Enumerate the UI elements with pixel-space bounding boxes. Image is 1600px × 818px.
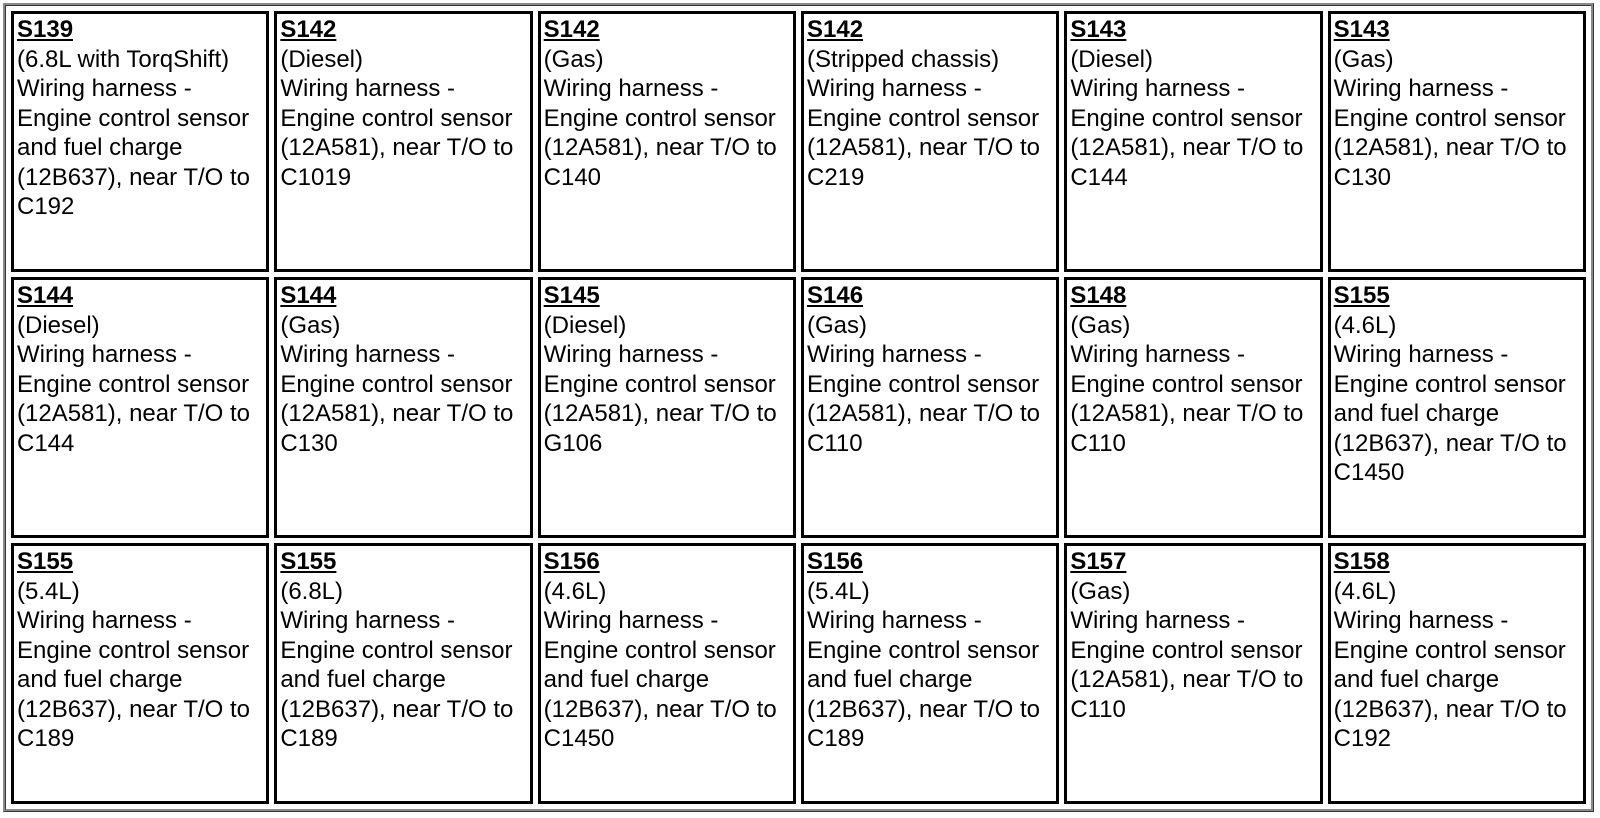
splice-description: Wiring harness - Engine control sensor (12A581), near T/O to C219 [806,75,1040,191]
table-cell [1328,277,1586,538]
splice-id: S142 [280,16,337,43]
table-cell [11,277,269,538]
splice-variant: (Gas) [1070,577,1131,605]
table-cell [538,11,796,272]
splice-variant: (Gas) [1333,45,1394,73]
splice-id: S156 [543,548,600,575]
splice-id: S144 [17,282,74,309]
table-row [11,543,1586,804]
table-cell [274,277,532,538]
splice-id: S145 [543,282,600,309]
table-cell [11,11,269,272]
splice-description: Wiring harness - Engine control sensor and fuel charge (12B637), near T/O to C192 [17,75,251,220]
splice-description: Wiring harness - Engine control sensor and fuel charge (12B637), near T/O to C192 [1333,607,1567,752]
splice-location-table [6,6,1591,809]
splice-id: S157 [1070,548,1127,575]
splice-id: S144 [280,282,337,309]
splice-id: S156 [806,548,864,575]
splice-description: Wiring harness - Engine control sensor (12A581), near T/O to C1019 [280,75,514,191]
splice-variant: (4.6L) [1333,311,1397,339]
splice-description: Wiring harness - Engine control sensor (12A581), near T/O to G106 [543,341,777,457]
splice-description: Wiring harness - Engine control sensor (12A581), near T/O to C110 [1070,341,1304,457]
splice-description: Wiring harness - Engine control sensor and fuel charge (12B637), near T/O to C1450 [543,607,777,752]
table-cell [1064,11,1322,272]
table-cell [11,543,269,804]
splice-description: Wiring harness - Engine control sensor and fuel charge (12B637), near T/O to C189 [280,607,514,752]
table-row [11,277,1586,538]
table-cell [538,543,796,804]
splice-description: Wiring harness - Engine control sensor (12A581), near T/O to C110 [806,341,1040,457]
splice-variant: (4.6L) [543,577,607,605]
splice-id: S139 [17,16,74,43]
splice-description: Wiring harness - Engine control sensor (12A581), near T/O to C144 [1070,75,1304,191]
splice-variant: (5.4L) [806,577,870,605]
table-cell [1328,11,1586,272]
splice-description: Wiring harness - Engine control sensor (12A581), near T/O to C130 [280,341,514,457]
splice-id: S155 [1333,282,1390,309]
splice-id: S155 [17,548,74,575]
splice-description: Wiring harness - Engine control sensor and fuel charge (12B637), near T/O to C1450 [1333,341,1567,486]
splice-variant: (6.8L) [280,577,344,605]
table-cell [801,11,1059,272]
table-cell [274,543,532,804]
splice-variant: (6.8L with TorqShift) [17,45,230,73]
splice-variant: (Gas) [806,311,867,339]
splice-location-table-frame [3,3,1594,812]
splice-variant: (Diesel) [280,45,364,73]
table-cell [1064,277,1322,538]
splice-variant: (Diesel) [17,311,100,339]
table-cell [801,543,1059,804]
table-cell [801,277,1059,538]
splice-id: S143 [1333,16,1390,43]
splice-description: Wiring harness - Engine control sensor (12A581), near T/O to C110 [1070,607,1304,723]
splice-id: S142 [806,16,864,43]
splice-description: Wiring harness - Engine control sensor (12A581), near T/O to C130 [1333,75,1567,191]
splice-id: S158 [1333,548,1390,575]
splice-id: S146 [806,282,864,309]
splice-variant: (Stripped chassis) [806,45,1000,73]
splice-id: S142 [543,16,600,43]
splice-id: S155 [280,548,337,575]
splice-variant: (Diesel) [1070,45,1153,73]
table-cell [274,11,532,272]
splice-variant: (5.4L) [17,577,80,605]
table-cell [1328,543,1586,804]
splice-variant: (Diesel) [543,311,627,339]
splice-description: Wiring harness - Engine control sensor (12A581), near T/O to C144 [17,341,251,457]
splice-variant: (Gas) [280,311,341,339]
table-cell [538,277,796,538]
splice-variant: (Gas) [1070,311,1131,339]
table-row [11,11,1586,272]
splice-id: S143 [1070,16,1127,43]
splice-description: Wiring harness - Engine control sensor (12A581), near T/O to C140 [543,75,777,191]
splice-id: S148 [1070,282,1127,309]
splice-variant: (Gas) [543,45,604,73]
splice-variant: (4.6L) [1333,577,1397,605]
splice-description: Wiring harness - Engine control sensor and fuel charge (12B637), near T/O to C189 [806,607,1040,752]
table-cell [1064,543,1322,804]
splice-description: Wiring harness - Engine control sensor and fuel charge (12B637), near T/O to C189 [17,607,251,752]
